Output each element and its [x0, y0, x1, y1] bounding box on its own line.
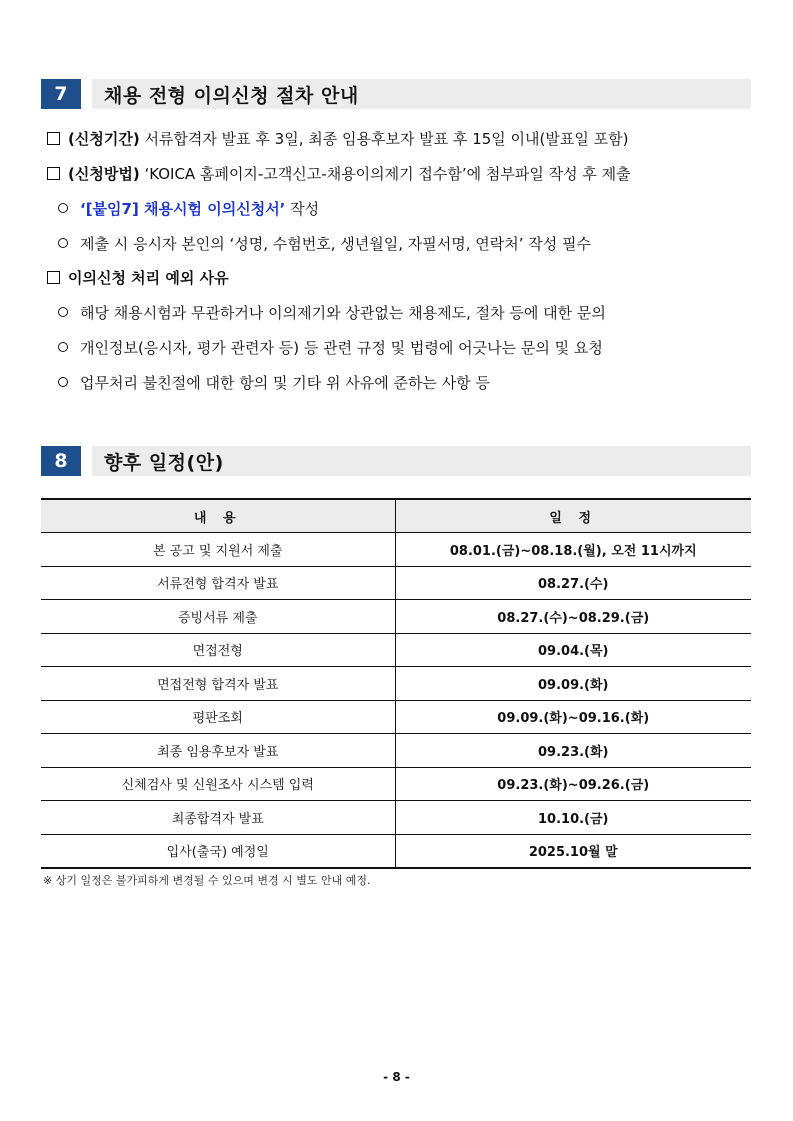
row-item: 입사(출국) 예정일 [41, 834, 395, 868]
table-row [41, 700, 751, 734]
row-item: 최종합격자 발표 [41, 801, 395, 835]
row-date: 09.09.(화) [395, 667, 751, 701]
header-schedule: 일 정 [395, 499, 751, 533]
row-item: 면접전형 합격자 발표 [41, 667, 395, 701]
table-header-row [41, 499, 751, 533]
section-8-number: 8 [41, 446, 81, 476]
section-7-header [41, 79, 751, 109]
row-item: 면접전형 [41, 633, 395, 667]
row-date: 09.23.(화)~09.26.(금) [395, 767, 751, 801]
section-7-title-bar [92, 79, 751, 109]
exception-item [58, 302, 606, 323]
row-date: 09.09.(화)~09.16.(화) [395, 700, 751, 734]
row-item: 신체검사 및 신원조사 시스템 입력 [41, 767, 395, 801]
row-date: 08.27.(수) [395, 566, 751, 600]
method-text: ‘KOICA 홈페이지-고객신고-채용이의제기 접수함’에 첨부파일 작성 후 제출 [139, 165, 631, 183]
table-row [41, 834, 751, 868]
period-line [47, 128, 628, 149]
row-item: 증빙서류 제출 [41, 600, 395, 634]
exception-text: 업무처리 불친절에 대한 항의 및 기타 위 사유에 준하는 사항 등 [80, 374, 490, 392]
table-row [41, 633, 751, 667]
table-row [41, 801, 751, 835]
checkbox-square-icon [47, 271, 60, 284]
method-sub-2 [58, 233, 591, 254]
row-date: 08.01.(금)~08.18.(월), 오전 11시까지 [395, 533, 751, 567]
row-item: 서류전형 합격자 발표 [41, 566, 395, 600]
checkbox-square-icon [47, 132, 60, 145]
period-text: 서류합격자 발표 후 3일, 최종 임용후보자 발표 후 15일 이내(발표일 포함) [139, 130, 629, 148]
exception-item [58, 337, 603, 358]
form-reference: ‘[붙임7] 채용시험 이의신청서’ [80, 200, 286, 218]
row-item: 최종 임용후보자 발표 [41, 734, 395, 768]
method-line [47, 163, 631, 184]
table-row [41, 600, 751, 634]
exception-title-line [47, 267, 229, 288]
table-row [41, 767, 751, 801]
method-label: (신청방법) [68, 165, 140, 183]
method-sub-1 [58, 198, 319, 219]
circle-bullet-icon [58, 377, 68, 387]
circle-bullet-icon [58, 307, 68, 317]
row-item: 본 공고 및 지원서 제출 [41, 533, 395, 567]
section-8-title-bar [92, 446, 751, 476]
exception-title: 이의신청 처리 예외 사유 [68, 269, 229, 287]
table-row [41, 667, 751, 701]
section-7-number: 7 [41, 79, 81, 109]
section-8-title: 향후 일정(안) [104, 451, 224, 474]
table-row [41, 533, 751, 567]
checkbox-square-icon [47, 167, 60, 180]
row-date: 09.04.(목) [395, 633, 751, 667]
circle-bullet-icon [58, 238, 68, 248]
circle-bullet-icon [58, 203, 68, 213]
row-date: 08.27.(수)~08.29.(금) [395, 600, 751, 634]
method-sub-2-text: 제출 시 응시자 본인의 ‘성명, 수험번호, 생년월일, 자필서명, 연락처’ 작성 필수 [80, 235, 591, 253]
section-7-title: 채용 전형 이의신청 절차 안내 [104, 84, 359, 107]
row-item: 평판조회 [41, 700, 395, 734]
exception-item [58, 372, 490, 393]
table-row [41, 566, 751, 600]
section-8-header [41, 446, 751, 476]
schedule-table [41, 498, 751, 869]
table-row [41, 734, 751, 768]
row-date: 09.23.(화) [395, 734, 751, 768]
header-content: 내 용 [41, 499, 395, 533]
page-number: - 8 - [383, 1070, 410, 1084]
method-sub-1-text: 작성 [285, 200, 320, 218]
row-date: 2025.10월 말 [395, 834, 751, 868]
exception-text: 해당 채용시험과 무관하거나 이의제기와 상관없는 채용제도, 절차 등에 대한 문의 [80, 304, 606, 322]
row-date: 10.10.(금) [395, 801, 751, 835]
circle-bullet-icon [58, 342, 68, 352]
period-label: (신청기간) [68, 130, 140, 148]
schedule-note: ※ 상기 일정은 불가피하게 변경될 수 있으며 변경 시 별도 안내 예정. [43, 874, 371, 887]
exception-text: 개인정보(응시자, 평가 관련자 등) 등 관련 규정 및 법령에 어긋나는 문의 및 요청 [80, 339, 603, 357]
